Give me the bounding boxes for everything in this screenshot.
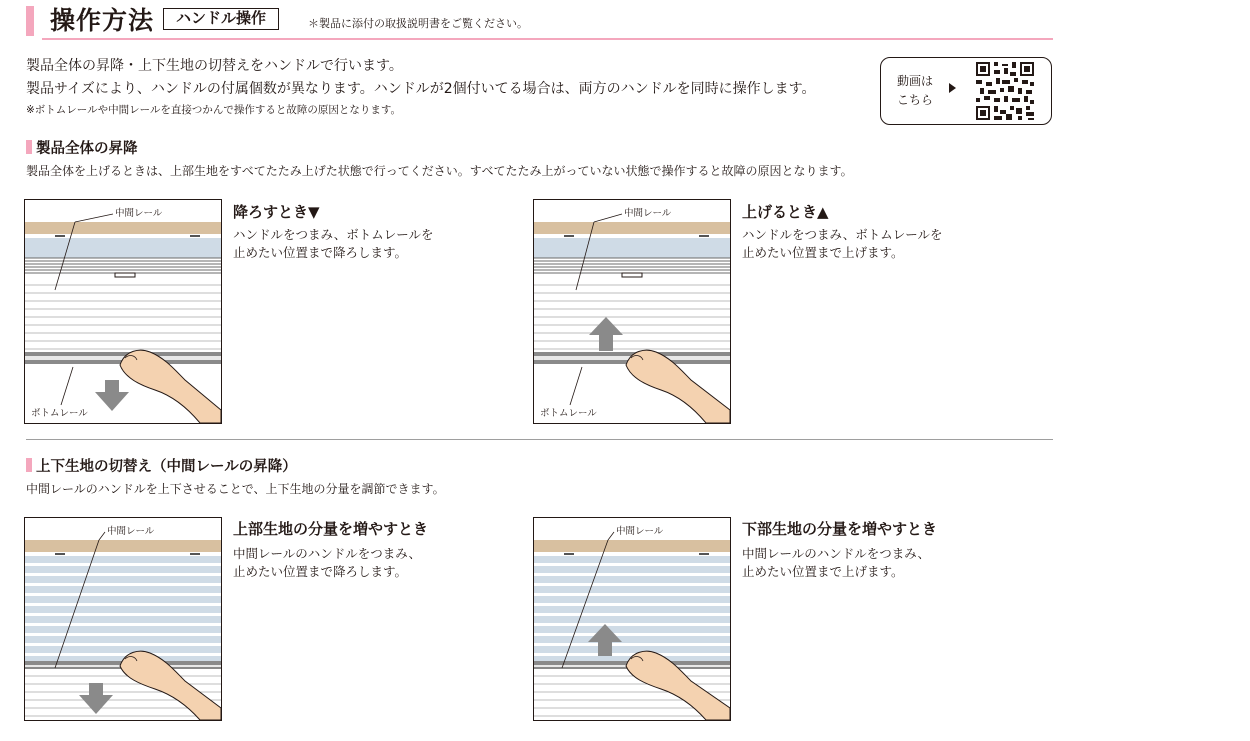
- illustration-increase-upper-fabric-svg: [25, 518, 221, 720]
- header-note: ＊製品に添付の取扱説明書をご覧ください。: [308, 17, 528, 30]
- illustration-increase-lower-fabric: [533, 517, 731, 721]
- section1-title: 製品全体の昇降: [36, 141, 138, 157]
- panel-2-line-2: 止めたい位置まで上げます。: [742, 245, 904, 260]
- label-middle-rail: 中間レール: [107, 526, 155, 537]
- section1-desc: 製品全体を上げるときは、上部生地をすべてたたみ上げた状態で行ってください。すべてたたみ上がっていない状態で操作すると故障の原因となります。: [26, 164, 853, 178]
- label-middle-rail: 中間レール: [616, 526, 664, 537]
- section2-marker: [26, 458, 32, 472]
- intro-line-1: 製品全体の昇降・上下生地の切替えをハンドルで行います。: [26, 58, 403, 74]
- illustration-raise-blind-svg: [534, 200, 730, 423]
- illustration-increase-upper-fabric: [24, 517, 222, 721]
- label-middle-rail: 中間レール: [115, 208, 163, 219]
- header-tag: ハンドル操作: [163, 8, 279, 30]
- intro-note: ※ボトムレールや中間レールを直接つかんで操作すると故障の原因となります。: [26, 104, 402, 116]
- panel-2-title: 上げるとき▲: [742, 203, 829, 221]
- illustration-increase-lower-fabric-svg: [534, 518, 730, 720]
- label-bottom-rail: ボトムレール: [31, 408, 88, 419]
- header-accent-bar: [26, 6, 34, 36]
- video-link-box[interactable]: [880, 57, 1052, 125]
- illustration-lower-blind: [24, 199, 222, 424]
- video-link-text: 動画は こちら: [897, 74, 934, 107]
- panel-4-title: 下部生地の分量を増やすとき: [742, 520, 938, 538]
- intro-line-2: 製品サイズにより、ハンドルの付属個数が異なります。ハンドルが2個付いてる場合は、両方のハンドルを同時に操作します。: [26, 81, 816, 97]
- panel-3-line-1: 中間レールのハンドルをつまみ、: [233, 546, 422, 561]
- page-title: 操作方法: [50, 6, 155, 35]
- panel-1-title: 降ろすとき▼: [233, 203, 320, 221]
- down-arrow-icon: [79, 683, 113, 714]
- illustration-lower-blind-svg: [25, 200, 221, 423]
- qr-code-icon[interactable]: [976, 62, 1034, 120]
- section-divider: [26, 439, 1053, 440]
- panel-1-line-2: 止めたい位置まで降ろします。: [233, 245, 408, 260]
- section1-marker: [26, 140, 32, 154]
- section2-desc: 中間レールのハンドルを上下させることで、上下生地の分量を調節できます。: [26, 482, 445, 496]
- panel-4-line-1: 中間レールのハンドルをつまみ、: [742, 546, 931, 561]
- header-underline: [42, 38, 1053, 40]
- label-middle-rail: 中間レール: [624, 208, 672, 219]
- up-arrow-icon: [589, 317, 623, 351]
- panel-3-line-2: 止めたい位置まで降ろします。: [233, 564, 408, 579]
- section2-title: 上下生地の切替え（中間レールの昇降）: [36, 459, 297, 475]
- panel-3-title: 上部生地の分量を増やすとき: [233, 520, 429, 538]
- illustration-raise-blind: [533, 199, 731, 424]
- panel-4-line-2: 止めたい位置まで上げます。: [742, 564, 904, 579]
- play-triangle-icon: [949, 83, 956, 93]
- panel-2-line-1: ハンドルをつまみ、ボトムレールを: [742, 227, 943, 242]
- label-bottom-rail: ボトムレール: [540, 408, 597, 419]
- down-arrow-icon: [95, 380, 129, 411]
- panel-1-line-1: ハンドルをつまみ、ボトムレールを: [233, 227, 434, 242]
